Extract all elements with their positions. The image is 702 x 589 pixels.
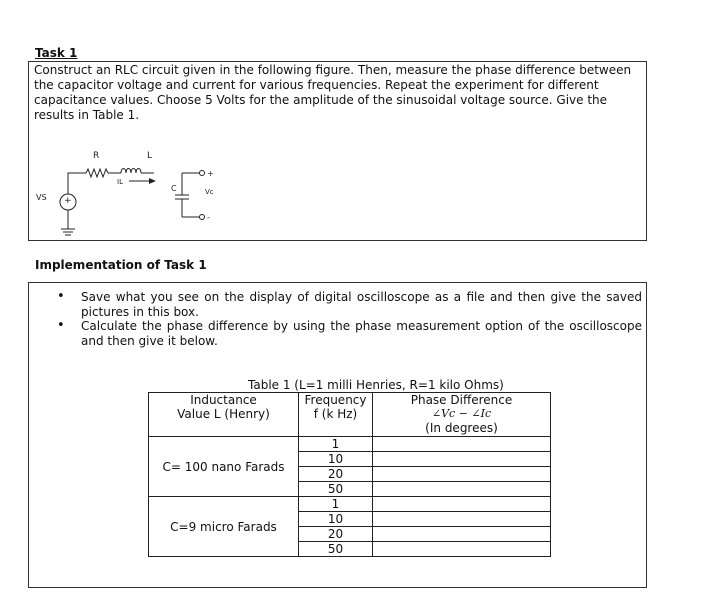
frequency-cell: 20 bbox=[299, 527, 373, 542]
vc-label: Vc bbox=[205, 188, 214, 196]
header-line: Inductance bbox=[190, 393, 257, 407]
phase-cell[interactable] bbox=[373, 467, 551, 482]
frequency-cell: 20 bbox=[299, 467, 373, 482]
inductor-symbol bbox=[121, 169, 141, 174]
frequency-cell: 10 bbox=[299, 512, 373, 527]
instruction-list bbox=[52, 290, 642, 348]
current-arrow bbox=[149, 178, 156, 184]
source-plus-label: + bbox=[64, 196, 72, 206]
frequency-cell: 1 bbox=[299, 437, 373, 452]
header-phase bbox=[373, 393, 551, 437]
capacitance-cell: C=9 micro Farads bbox=[149, 497, 299, 557]
header-line: Value L (Henry) bbox=[177, 407, 270, 421]
frequency-cell: 50 bbox=[299, 542, 373, 557]
table-caption: Table 1 (L=1 milli Henries, R=1 kilo Ohms) bbox=[248, 378, 504, 392]
source-label: VS bbox=[36, 193, 47, 202]
phase-cell[interactable] bbox=[373, 497, 551, 512]
header-frequency bbox=[299, 393, 373, 437]
frequency-cell: 1 bbox=[299, 497, 373, 512]
task-title: Task 1 bbox=[35, 46, 78, 60]
table-row bbox=[149, 497, 551, 512]
list-item: • Save what you see on the display of digital oscilloscope as a file and then give the saved pictures in this box. bbox=[52, 290, 642, 319]
inductor-label: L bbox=[147, 151, 153, 161]
resistor-symbol bbox=[86, 169, 108, 177]
frequency-cell: 50 bbox=[299, 482, 373, 497]
capacitor-label: C bbox=[171, 184, 177, 193]
header-line: ∠Vc − ∠Ic bbox=[431, 407, 492, 420]
capacitance-cell: C= 100 nano Farads bbox=[149, 437, 299, 497]
results-table bbox=[148, 392, 551, 557]
header-line: (In degrees) bbox=[425, 421, 498, 435]
task-description: Construct an RLC circuit given in the following figure. Then, measure the phase difference between the capacitor voltage and current for various frequencies. Repeat the experiment for different capacitance values. Choose 5 Volts for the amplitude of the sinusoidal voltage source. Give the results in Table 1. bbox=[34, 63, 632, 122]
implementation-title: Implementation of Task 1 bbox=[35, 258, 207, 272]
minus-terminal-label: - bbox=[207, 213, 210, 222]
current-label: IL bbox=[117, 178, 123, 186]
header-line: f (k Hz) bbox=[313, 407, 358, 421]
phase-cell[interactable] bbox=[373, 482, 551, 497]
rlc-circuit-diagram bbox=[28, 140, 228, 240]
phase-cell[interactable] bbox=[373, 437, 551, 452]
phase-cell[interactable] bbox=[373, 452, 551, 467]
header-line: Phase Difference bbox=[410, 393, 513, 407]
phase-cell[interactable] bbox=[373, 542, 551, 557]
plus-terminal-label: + bbox=[207, 169, 214, 178]
header-line: Frequency bbox=[304, 393, 367, 407]
phase-cell[interactable] bbox=[373, 512, 551, 527]
phase-cell[interactable] bbox=[373, 527, 551, 542]
list-item: • Calculate the phase difference by using the phase measurement option of the oscilloscope and then give it below. bbox=[52, 319, 642, 348]
frequency-cell: 10 bbox=[299, 452, 373, 467]
header-inductance bbox=[149, 393, 299, 437]
resistor-label: R bbox=[93, 151, 100, 161]
table-row bbox=[149, 437, 551, 452]
